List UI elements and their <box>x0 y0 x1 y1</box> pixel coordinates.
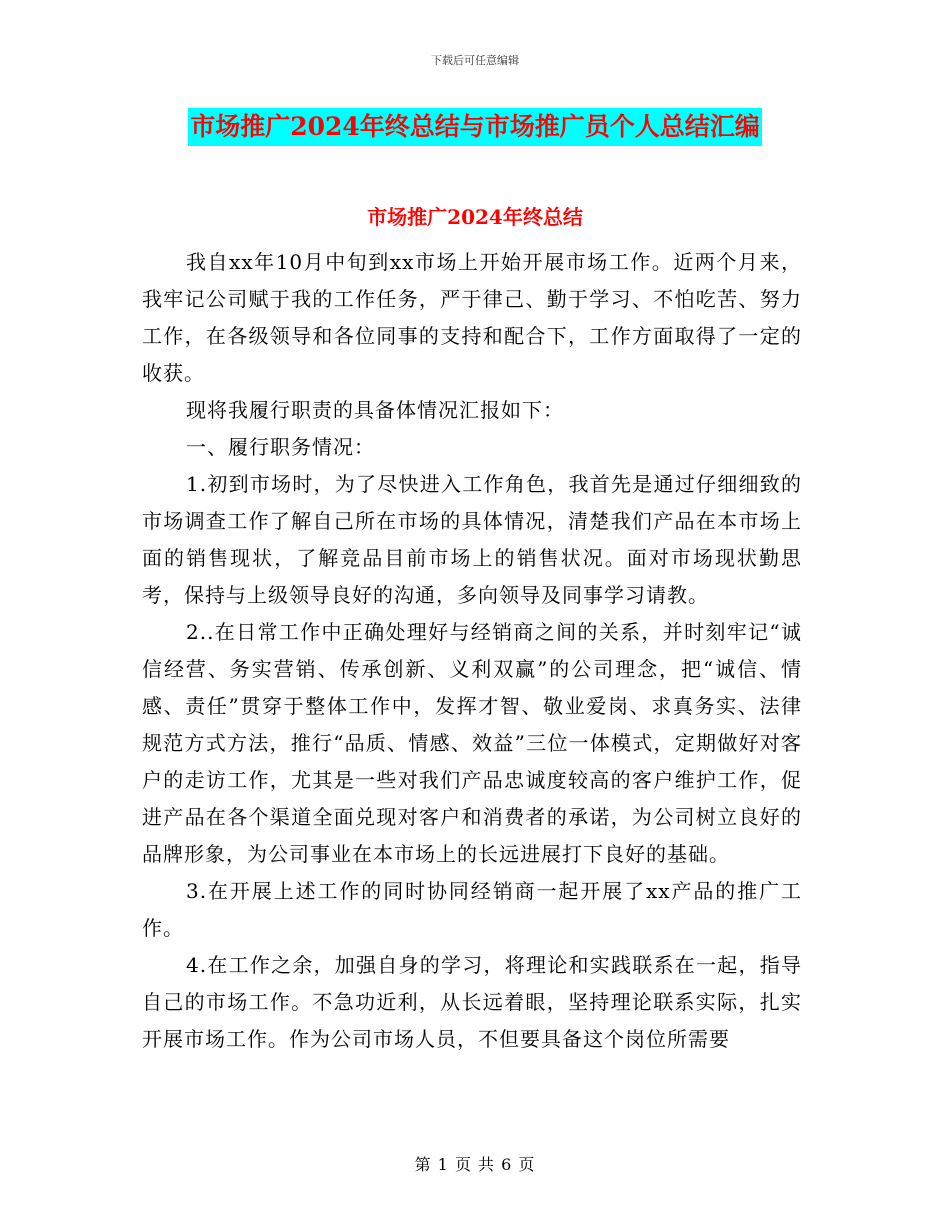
page-footer: 第 1 页 共 6 页 <box>414 1155 536 1174</box>
paragraph: 现将我履行职责的具备体情况汇报如下： <box>186 398 564 422</box>
document-body <box>142 244 802 1058</box>
paragraph: 我自xx年10月中旬到xx市场上开始开展市场工作。近两个月来，我牢记公司赋于我的工作任务，严于律己、勤于学习、不怕吃苦、努力工作，在各级领导和各位同事的支持和配合下，工作方面取得了一定的收获。 <box>142 250 802 385</box>
main-title-wrapper <box>0 108 950 146</box>
paragraph: 1.初到市场时，为了尽快进入工作角色，我首先是通过仔细细致的市场调查工作了解自己所在市场的具体情况，清楚我们产品在本市场上面的销售现状，了解竞品目前市场上的销售状况。面对市场现状勤思考，保持与上级领导良好的沟通，多向领导及同事学习请教。 <box>142 472 802 607</box>
paragraph: 3.在开展上述工作的同时协同经销商一起开展了xx产品的推广工作。 <box>142 879 802 940</box>
sub-title: 市场推广2024年终总结 <box>367 205 583 229</box>
paragraph: 一、履行职务情况： <box>186 435 375 459</box>
header-note: 下载后可任意编辑 <box>431 54 519 67</box>
paragraph: 2..在日常工作中正确处理好与经销商之间的关系，并时刻牢记“诚信经营、务实营销、传承创新、义利双赢”的公司理念，把“诚信、情感、责任”贯穿于整体工作中，发挥才智、敬业爱岗、求真务实、法律规范方式方法，推行“品质、情感、效益”三位一体模式，定期做好对客户的走访工作，尤其是一些对我们产品忠诚度较高的客户维护工作，促进产品在各个渠道全面兑现对客户和消费者的承诺，为公司树立良好的品牌形象，为公司事业在本市场上的长远进展打下良好的基础。 <box>142 620 802 866</box>
main-title: 市场推广2024年终总结与市场推广员个人总结汇编 <box>188 108 762 146</box>
paragraph: 4.在工作之余，加强自身的学习，将理论和实践联系在一起，指导自己的市场工作。不急功近利，从长远着眼，坚持理论联系实际，扎实开展市场工作。作为公司市场人员，不但要具备这个岗位所需要 <box>142 953 802 1051</box>
